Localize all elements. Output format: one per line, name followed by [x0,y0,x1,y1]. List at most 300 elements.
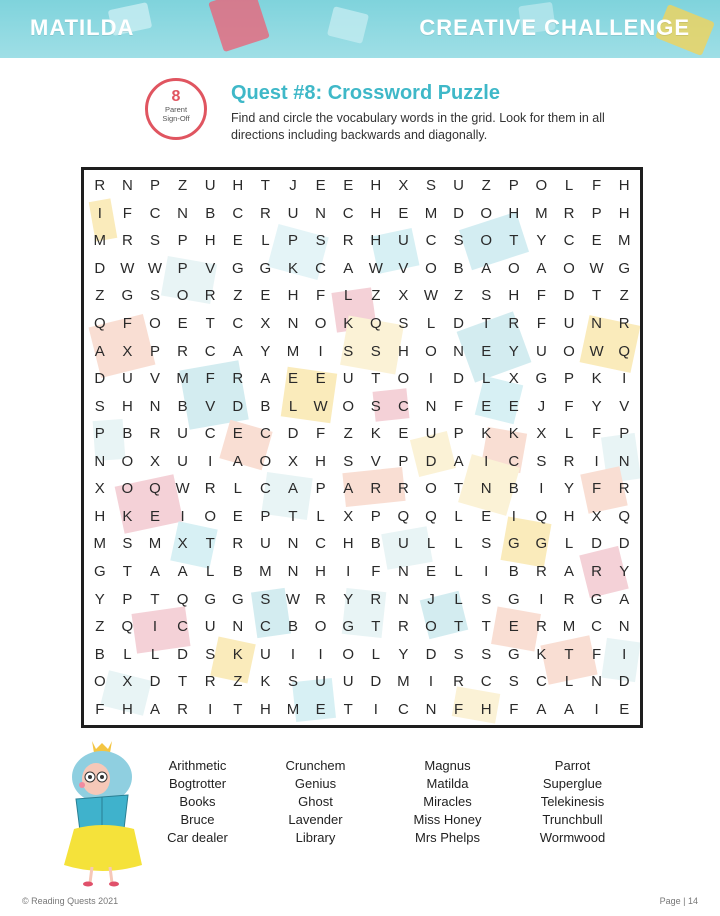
grid-letter[interactable]: T [122,562,132,580]
grid-letter[interactable]: L [454,507,463,525]
grid-letter[interactable]: F [122,315,132,333]
grid-letter[interactable]: X [122,673,133,691]
grid-letter[interactable]: L [564,425,574,443]
grid-letter[interactable]: B [122,425,133,443]
grid-letter[interactable]: N [287,315,299,333]
grid-letter[interactable]: A [94,342,105,360]
grid-letter[interactable]: D [591,535,603,553]
grid-letter[interactable]: J [289,177,297,195]
grid-letter[interactable]: C [342,204,354,222]
grid-letter[interactable]: Q [618,507,631,525]
grid-letter[interactable]: J [537,397,546,415]
grid-letter[interactable]: U [177,452,189,470]
grid-letter[interactable]: E [508,397,519,415]
grid-letter[interactable]: R [149,425,161,443]
grid-letter[interactable]: R [94,177,106,195]
grid-letter[interactable]: U [204,177,216,195]
grid-letter[interactable]: O [425,480,437,498]
grid-letter[interactable]: P [287,232,298,250]
grid-letter[interactable]: Y [619,562,630,580]
grid-letter[interactable]: O [535,177,548,195]
grid-letter[interactable]: N [591,315,603,333]
grid-letter[interactable]: U [342,673,354,691]
grid-letter[interactable]: C [535,673,547,691]
grid-letter[interactable]: R [618,480,630,498]
grid-letter[interactable]: X [591,507,602,525]
grid-letter[interactable]: I [539,480,544,498]
grid-letter[interactable]: G [121,287,134,305]
grid-letter[interactable]: W [313,397,328,415]
grid-letter[interactable]: C [204,342,216,360]
grid-letter[interactable]: S [481,645,492,663]
grid-letter[interactable]: U [315,673,327,691]
grid-letter[interactable]: U [535,342,547,360]
grid-letter[interactable]: X [177,535,188,553]
grid-letter[interactable]: S [398,315,409,333]
grid-letter[interactable]: G [507,590,520,608]
grid-letter[interactable]: R [370,590,382,608]
grid-letter[interactable]: O [93,673,106,691]
grid-letter[interactable]: E [287,370,298,388]
grid-letter[interactable]: A [563,700,574,718]
grid-letter[interactable]: E [260,287,271,305]
grid-letter[interactable]: P [453,425,464,443]
grid-letter[interactable]: Z [233,673,243,691]
grid-letter[interactable]: M [93,535,107,553]
grid-letter[interactable]: B [232,562,243,580]
grid-letter[interactable]: I [539,590,544,608]
grid-letter[interactable]: K [232,645,243,663]
grid-letter[interactable]: E [481,507,492,525]
grid-letter[interactable]: P [149,342,160,360]
grid-letter[interactable]: N [591,673,603,691]
grid-letter[interactable]: A [343,480,354,498]
grid-letter[interactable]: W [175,480,190,498]
grid-letter[interactable]: Q [369,315,382,333]
grid-letter[interactable]: G [535,370,548,388]
grid-letter[interactable]: R [535,618,547,636]
grid-letter[interactable]: R [453,673,465,691]
grid-letter[interactable]: R [563,452,575,470]
grid-letter[interactable]: H [618,204,630,222]
grid-letter[interactable]: S [370,397,381,415]
grid-letter[interactable]: C [259,480,271,498]
grid-letter[interactable]: N [480,480,492,498]
grid-letter[interactable]: S [149,287,160,305]
grid-letter[interactable]: E [315,370,326,388]
grid-letter[interactable]: N [425,397,437,415]
grid-letter[interactable]: R [397,618,409,636]
grid-letter[interactable]: Z [233,287,243,305]
grid-letter[interactable]: V [205,259,216,277]
grid-letter[interactable]: L [482,370,491,388]
grid-letter[interactable]: B [177,397,188,415]
grid-letter[interactable]: I [594,452,599,470]
grid-letter[interactable]: T [205,315,215,333]
grid-letter[interactable]: W [368,259,383,277]
grid-letter[interactable]: I [208,452,213,470]
grid-letter[interactable]: B [287,618,298,636]
grid-letter[interactable]: U [342,370,354,388]
grid-letter[interactable]: X [94,480,105,498]
grid-letter[interactable]: Y [260,342,271,360]
grid-letter[interactable]: T [509,232,519,250]
grid-letter[interactable]: H [370,177,382,195]
grid-letter[interactable]: I [346,562,351,580]
grid-letter[interactable]: O [176,287,189,305]
grid-letter[interactable]: N [149,397,161,415]
grid-letter[interactable]: C [232,204,244,222]
grid-letter[interactable]: U [204,618,216,636]
grid-letter[interactable]: Y [536,232,547,250]
grid-letter[interactable]: D [453,204,465,222]
grid-letter[interactable]: A [536,259,547,277]
grid-letter[interactable]: I [97,204,102,222]
grid-letter[interactable]: Q [93,315,106,333]
grid-letter[interactable]: S [481,590,492,608]
grid-letter[interactable]: N [232,618,244,636]
grid-letter[interactable]: Z [481,177,491,195]
grid-letter[interactable]: F [371,562,381,580]
grid-letter[interactable]: C [232,315,244,333]
grid-letter[interactable]: X [398,177,409,195]
grid-letter[interactable]: Q [176,590,189,608]
grid-letter[interactable]: H [370,204,382,222]
grid-letter[interactable]: O [425,259,437,277]
grid-letter[interactable]: M [424,204,438,222]
grid-letter[interactable]: D [453,315,465,333]
grid-letter[interactable]: I [484,562,489,580]
grid-letter[interactable]: R [177,342,189,360]
grid-letter[interactable]: R [259,204,271,222]
grid-letter[interactable]: K [536,645,547,663]
grid-letter[interactable]: F [592,425,602,443]
grid-letter[interactable]: R [591,562,603,580]
grid-letter[interactable]: H [259,700,271,718]
grid-letter[interactable]: H [563,507,575,525]
grid-letter[interactable]: S [205,645,216,663]
grid-letter[interactable]: W [589,259,604,277]
grid-letter[interactable]: U [397,535,409,553]
grid-letter[interactable]: K [591,370,602,388]
grid-letter[interactable]: H [342,535,354,553]
grid-letter[interactable]: F [536,315,546,333]
grid-letter[interactable]: E [315,177,326,195]
grid-letter[interactable]: L [564,673,574,691]
grid-letter[interactable]: S [453,645,464,663]
grid-letter[interactable]: O [425,618,437,636]
grid-letter[interactable]: H [618,177,630,195]
grid-letter[interactable]: C [563,232,575,250]
grid-letter[interactable]: U [397,232,409,250]
grid-letter[interactable]: P [315,480,326,498]
grid-letter[interactable]: T [454,480,464,498]
grid-letter[interactable]: U [259,535,271,553]
grid-letter[interactable]: V [370,452,381,470]
grid-letter[interactable]: I [290,645,296,663]
grid-letter[interactable]: H [204,232,216,250]
grid-letter[interactable]: D [232,397,244,415]
grid-letter[interactable]: P [122,590,133,608]
grid-letter[interactable]: O [342,397,355,415]
grid-letter[interactable]: L [454,562,463,580]
grid-letter[interactable]: Q [121,618,134,636]
grid-letter[interactable]: E [508,618,519,636]
grid-letter[interactable]: F [454,700,464,718]
grid-letter[interactable]: C [508,452,520,470]
grid-letter[interactable]: L [426,535,436,553]
grid-letter[interactable]: H [315,452,327,470]
grid-letter[interactable]: O [507,259,520,277]
grid-letter[interactable]: Z [178,177,188,195]
grid-letter[interactable]: N [94,452,106,470]
grid-letter[interactable]: M [397,673,410,691]
grid-letter[interactable]: O [563,342,575,360]
grid-letter[interactable]: R [177,700,189,718]
grid-letter[interactable]: M [148,535,162,553]
grid-letter[interactable]: A [232,342,243,360]
grid-letter[interactable]: G [590,590,603,608]
grid-letter[interactable]: S [343,452,354,470]
grid-letter[interactable]: N [177,204,189,222]
grid-letter[interactable]: F [536,287,546,305]
grid-letter[interactable]: M [93,232,107,250]
grid-letter[interactable]: T [150,590,160,608]
grid-letter[interactable]: E [425,562,436,580]
grid-letter[interactable]: A [563,562,574,580]
grid-letter[interactable]: H [315,562,327,580]
grid-letter[interactable]: G [507,645,520,663]
grid-letter[interactable]: I [594,700,599,718]
grid-letter[interactable]: R [232,370,244,388]
grid-letter[interactable]: K [370,425,381,443]
grid-letter[interactable]: Z [371,287,381,305]
grid-letter[interactable]: D [425,452,437,470]
grid-letter[interactable]: G [231,590,244,608]
grid-letter[interactable]: A [149,562,160,580]
grid-letter[interactable]: D [177,645,189,663]
grid-letter[interactable]: O [314,315,327,333]
grid-letter[interactable]: N [397,562,409,580]
grid-letter[interactable]: P [177,259,188,277]
grid-letter[interactable]: W [589,342,604,360]
grid-letter[interactable]: G [535,535,548,553]
grid-letter[interactable]: A [232,452,243,470]
grid-letter[interactable]: B [370,535,381,553]
grid-letter[interactable]: M [535,204,548,222]
grid-letter[interactable]: B [205,204,216,222]
grid-letter[interactable]: J [427,590,435,608]
grid-letter[interactable]: M [176,370,189,388]
grid-letter[interactable]: C [315,259,327,277]
grid-letter[interactable]: R [204,673,216,691]
grid-letter[interactable]: U [177,425,189,443]
grid-letter[interactable]: D [94,370,106,388]
grid-letter[interactable]: A [619,590,630,608]
grid-letter[interactable]: V [398,259,409,277]
grid-letter[interactable]: M [286,700,300,718]
grid-letter[interactable]: X [260,315,271,333]
grid-letter[interactable]: K [122,507,133,525]
grid-letter[interactable]: A [343,259,354,277]
grid-letter[interactable]: C [591,618,603,636]
grid-letter[interactable]: G [204,590,217,608]
grid-letter[interactable]: D [425,645,437,663]
grid-letter[interactable]: A [177,562,188,580]
grid-letter[interactable]: O [204,507,217,525]
grid-letter[interactable]: E [481,342,492,360]
grid-letter[interactable]: X [287,452,298,470]
grid-letter[interactable]: P [619,425,630,443]
grid-letter[interactable]: Y [343,590,354,608]
grid-letter[interactable]: S [122,535,133,553]
grid-letter[interactable]: E [232,507,243,525]
grid-letter[interactable]: R [315,590,327,608]
grid-letter[interactable]: S [287,673,298,691]
grid-letter[interactable]: T [205,535,215,553]
grid-letter[interactable]: I [484,452,489,470]
grid-letter[interactable]: H [508,287,520,305]
grid-letter[interactable]: F [592,177,602,195]
grid-letter[interactable]: N [397,590,409,608]
grid-letter[interactable]: O [397,370,410,388]
grid-letter[interactable]: N [287,535,299,553]
grid-letter[interactable]: L [288,397,298,415]
grid-letter[interactable]: G [618,259,631,277]
grid-letter[interactable]: Y [563,480,574,498]
grid-letter[interactable]: H [480,700,492,718]
grid-letter[interactable]: N [618,452,630,470]
grid-letter[interactable]: M [617,232,631,250]
grid-letter[interactable]: E [232,425,243,443]
grid-letter[interactable]: L [123,645,132,663]
grid-letter[interactable]: R [535,562,547,580]
grid-letter[interactable]: O [425,342,437,360]
grid-letter[interactable]: C [177,618,189,636]
grid-letter[interactable]: G [93,562,106,580]
grid-letter[interactable]: M [286,342,300,360]
grid-letter[interactable]: T [288,507,298,525]
grid-letter[interactable]: I [373,700,378,718]
grid-letter[interactable]: O [259,452,272,470]
grid-letter[interactable]: D [453,370,465,388]
grid-letter[interactable]: O [121,452,134,470]
grid-letter[interactable]: I [622,645,627,663]
grid-letter[interactable]: S [343,342,354,360]
grid-letter[interactable]: H [370,232,382,250]
grid-letter[interactable]: H [121,397,133,415]
grid-letter[interactable]: N [287,562,299,580]
grid-letter[interactable]: U [425,425,437,443]
grid-letter[interactable]: S [149,232,160,250]
grid-letter[interactable]: R [508,315,520,333]
grid-letter[interactable]: F [564,397,574,415]
grid-letter[interactable]: F [122,204,132,222]
grid-letter[interactable]: T [371,618,381,636]
grid-letter[interactable]: X [398,287,409,305]
grid-letter[interactable]: D [618,673,630,691]
grid-letter[interactable]: W [423,287,439,305]
grid-letter[interactable]: R [563,204,575,222]
grid-letter[interactable]: C [149,204,161,222]
grid-letter[interactable]: U [259,645,271,663]
grid-letter[interactable]: O [314,618,327,636]
grid-letter[interactable]: I [622,370,627,388]
grid-letter[interactable]: N [121,177,133,195]
grid-letter[interactable]: X [508,370,519,388]
grid-letter[interactable]: O [480,204,493,222]
grid-letter[interactable]: M [259,562,272,580]
grid-letter[interactable]: O [342,645,355,663]
grid-letter[interactable]: F [509,700,519,718]
grid-letter[interactable]: E [343,177,354,195]
grid-letter[interactable]: I [180,507,185,525]
grid-letter[interactable]: A [260,370,271,388]
grid-letter[interactable]: W [120,259,135,277]
grid-letter[interactable]: L [564,177,574,195]
grid-letter[interactable]: A [453,452,464,470]
grid-letter[interactable]: E [619,700,630,718]
grid-letter[interactable]: C [397,397,409,415]
grid-letter[interactable]: P [398,452,409,470]
grid-letter[interactable]: R [618,315,630,333]
grid-letter[interactable]: X [343,507,354,525]
grid-letter[interactable]: C [259,618,271,636]
grid-letter[interactable]: X [122,342,133,360]
grid-letter[interactable]: Q [618,342,631,360]
grid-letter[interactable]: L [564,535,574,553]
grid-letter[interactable]: L [233,480,242,498]
grid-letter[interactable]: T [564,645,574,663]
grid-letter[interactable]: C [425,232,437,250]
grid-letter[interactable]: S [536,452,547,470]
grid-letter[interactable]: T [481,315,491,333]
grid-letter[interactable]: Q [397,507,410,525]
grid-letter[interactable]: Q [425,507,437,525]
grid-letter[interactable]: E [315,700,326,718]
grid-letter[interactable]: P [177,232,188,250]
grid-letter[interactable]: A [536,700,547,718]
grid-letter[interactable]: Z [343,425,353,443]
grid-letter[interactable]: L [454,590,463,608]
grid-letter[interactable]: T [260,177,270,195]
grid-letter[interactable]: I [428,673,434,691]
grid-letter[interactable]: B [508,480,519,498]
grid-letter[interactable]: T [343,700,353,718]
grid-letter[interactable]: I [428,370,434,388]
grid-letter[interactable]: E [149,507,160,525]
grid-letter[interactable]: W [285,590,301,608]
grid-letter[interactable]: P [149,177,160,195]
grid-letter[interactable]: D [618,535,630,553]
grid-letter[interactable]: A [481,259,492,277]
grid-letter[interactable]: N [453,342,465,360]
grid-letter[interactable]: Q [149,480,161,498]
grid-letter[interactable]: E [591,232,602,250]
grid-letter[interactable]: T [481,618,491,636]
grid-letter[interactable]: B [453,259,464,277]
grid-letter[interactable]: I [318,342,323,360]
grid-letter[interactable]: D [149,673,161,691]
grid-letter[interactable]: P [260,507,271,525]
grid-letter[interactable]: V [619,397,630,415]
grid-letter[interactable]: R [204,480,216,498]
grid-letter[interactable]: L [206,562,215,580]
grid-letter[interactable]: S [425,177,436,195]
grid-letter[interactable]: T [371,370,381,388]
grid-letter[interactable]: K [481,425,492,443]
grid-letter[interactable]: I [511,507,516,525]
